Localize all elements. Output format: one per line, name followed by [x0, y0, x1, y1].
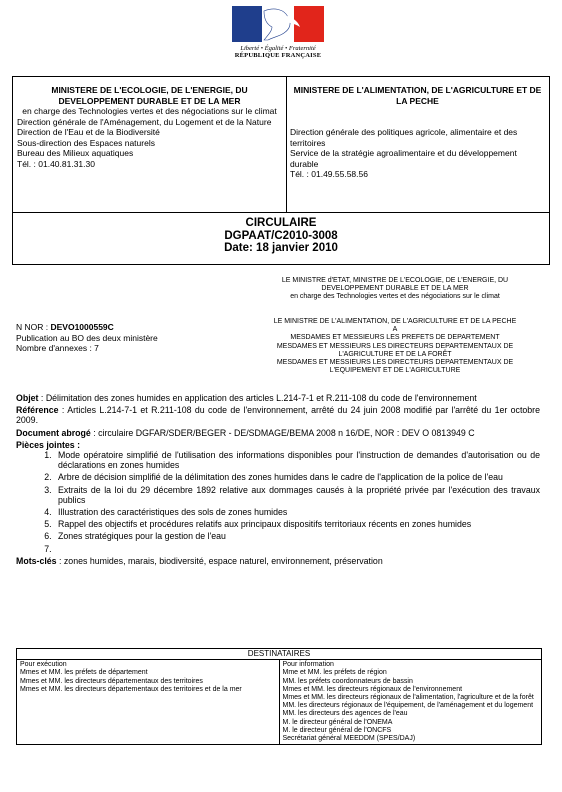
list-item: Mmes et MM. les préfets de département	[20, 669, 148, 677]
mots-cles-text: : zones humides, marais, biodiversité, espace naturel, environnement, préservation	[56, 555, 383, 566]
ecology-subdirection-water: Direction de l'Eau et de la Biodiversité	[17, 127, 160, 137]
addressee-line: MESDAMES ET MESSIEURS LES PREFETS DE DEPARTEMENT	[290, 334, 500, 342]
addressee-line: L'EQUIPEMENT ET DE L'AGRICULTURE	[329, 367, 461, 375]
ecology-ministry-column	[17, 85, 282, 169]
addressee-line: L'AGRICULTURE ET DE LA FORÊT	[338, 350, 452, 358]
agriculture-direction: Direction générale des politiques agricole, alimentaire et des territoires	[290, 127, 518, 148]
information-cell	[279, 660, 542, 745]
agriculture-ministry-column	[290, 85, 545, 180]
circulaire-date: Date: 18 janvier 2010	[224, 242, 338, 254]
republic-name: RÉPUBLIQUE FRANÇAISE	[234, 52, 322, 59]
pieces-label: Pièces jointes :	[16, 439, 81, 450]
agriculture-ministry-title: MINISTERE DE L'ALIMENTATION, DE L'AGRICULTURE ET DE LA PECHE	[293, 85, 542, 106]
circulaire-number: DGPAAT/C2010-3008	[224, 229, 338, 242]
list-item: M. le directeur général de l'ONCFS	[282, 726, 392, 734]
ecology-subdirection: Sous-direction des Espaces naturels	[17, 137, 155, 148]
publication-note: Publication au BO des deux ministère	[16, 332, 158, 343]
objet-text: : Délimitation des zones humides en application des articles L.214-7-1 et R.211-108 du code de l'environnement	[38, 393, 477, 403]
pieces-list	[16, 450, 540, 554]
ecology-phone: Tél. : 01.40.81.31.30	[17, 158, 95, 169]
addressee-line: A	[392, 326, 398, 334]
annexes-count: Nombre d'annexes : 7	[16, 343, 99, 353]
abroge-label: Document abrogé	[16, 427, 91, 438]
list-item: 1. Mode opératoire simplifié de l'utilisation des informations disponibles pour l'instruction de demandes d'autorisation ou de déclarations en zones humides	[54, 450, 540, 470]
list-item: 3. Extraits de la loi du 29 décembre 1892 relative aux dommages causés à la propriété privée par l'exécution des travaux publics	[54, 485, 540, 505]
list-item: Mmes et MM. les directeurs départementaux des territoires et de la mer	[20, 685, 242, 693]
abroge-paragraph	[16, 428, 540, 438]
addressees-block	[240, 318, 550, 375]
list-item: M. le directeur général de l'ONEMA	[282, 718, 393, 726]
nor-block	[16, 322, 158, 354]
ministre-etat-line: DEVELOPPEMENT DURABLE ET DE LA MER	[321, 285, 469, 293]
list-item: 4. Illustration des caractéristiques des sols de zones humides	[54, 507, 540, 517]
objet-paragraph	[16, 393, 540, 403]
list-item: 6. Zones stratégiques pour la gestion de l'eau	[54, 531, 540, 541]
ecology-bureau: Bureau des Milieux aquatiques	[17, 148, 134, 158]
abroge-text: : circulaire DGFAR/SDER/BEGER - DE/SDMAGE/BEMA 2008 n 16/DE, NOR : DEV O 0813949 C	[90, 427, 475, 438]
nor-label: N NOR :	[16, 322, 51, 332]
list-item: Mmes et MM. les directeurs régionaux de l'environnement	[282, 685, 463, 693]
list-item: Mme et MM. les préfets de région	[282, 669, 387, 677]
mots-cles-label: Mots-clés	[16, 555, 57, 566]
reference-text: : Articles L.214-7-1 et R.211-108 du code de l'environnement, arrêté du 24 juin 2008 modifié par l'arrêté du 1er octobre 2009.	[16, 405, 540, 426]
addressee-line: LE MINISTRE DE L'ALIMENTATION, DE L'AGRICULTURE ET DE LA PECHE	[273, 318, 517, 325]
ministries-header	[12, 76, 550, 212]
list-item: Mmes et MM. les directeurs régionaux de l'alimentation, l'agriculture et de la forêt	[282, 694, 534, 702]
republic-motto: Liberté • Égalité • Fraternité	[240, 45, 316, 52]
list-item	[54, 544, 540, 554]
agriculture-phone: Tél. : 01.49.55.58.56	[290, 169, 368, 179]
ecology-ministry-subtitle: en charge des Technologies vertes et des négociations sur le climat	[22, 106, 277, 116]
ecology-direction: Direction générale de l'Aménagement, du Logement et de la Nature	[17, 116, 272, 127]
destinataires-table	[16, 648, 542, 745]
document-body	[16, 393, 540, 568]
addressee-line: MESDAMES ET MESSIEURS LES DIRECTEURS DEPARTEMENTAUX DE	[276, 359, 514, 367]
list-item: Pour exécution	[20, 661, 67, 669]
ecology-ministry-title: MINISTERE DE L'ECOLOGIE, DE L'ENERGIE, DU DEVELOPPEMENT DURABLE ET DE LA MER	[51, 85, 248, 106]
circulaire-title: CIRCULAIRE	[245, 217, 317, 229]
marianne-profile-icon	[254, 7, 302, 41]
circulaire-box	[12, 212, 550, 265]
list-item: Mmes et MM. les directeurs départementaux des territoires	[20, 677, 203, 685]
list-item: 2. Arbre de décision simplifié de la délimitation des zones humides dans le cadre de l'application de la police de l'eau	[54, 472, 540, 482]
destinataires-header: DESTINATAIRES	[17, 649, 542, 660]
mots-cles-paragraph	[16, 556, 540, 566]
ministre-etat-line: en charge des Technologies vertes et des négociations sur le climat	[290, 293, 500, 301]
objet-label: Objet	[16, 393, 39, 403]
ministre-etat-block	[240, 277, 550, 302]
marianne-logo	[226, 6, 330, 66]
addressee-line: MESDAMES ET MESSIEURS LES DIRECTEURS DEPARTEMENTAUX DE	[276, 342, 514, 350]
execution-cell	[17, 660, 280, 745]
reference-paragraph	[16, 405, 540, 425]
french-flag-icon	[232, 6, 324, 42]
list-item: MM. les directeurs régionaux de l'équipement, de l'aménagement et du logement	[282, 702, 534, 710]
list-item: 5. Rappel des objectifs et procédures relatifs aux principaux dispositifs territoriaux récents en zones humides	[54, 519, 540, 529]
list-item: Secrétariat général MEEDDM (SPES/DAJ)	[282, 735, 416, 743]
ministre-etat-line: LE MINISTRE d'ETAT, MINISTRE DE L'ECOLOGIE, DE L'ENERGIE, DU	[281, 277, 509, 284]
list-item: MM. les directeurs des agences de l'eau	[282, 710, 408, 718]
agriculture-service: Service de la stratégie agroalimentaire et du développement durable	[290, 148, 517, 169]
list-item: Pour information	[282, 661, 334, 669]
nor-value: DEVO1000559C	[50, 322, 114, 332]
list-item: MM. les préfets coordonnateurs de bassin	[282, 677, 413, 685]
reference-label: Référence	[16, 405, 59, 416]
